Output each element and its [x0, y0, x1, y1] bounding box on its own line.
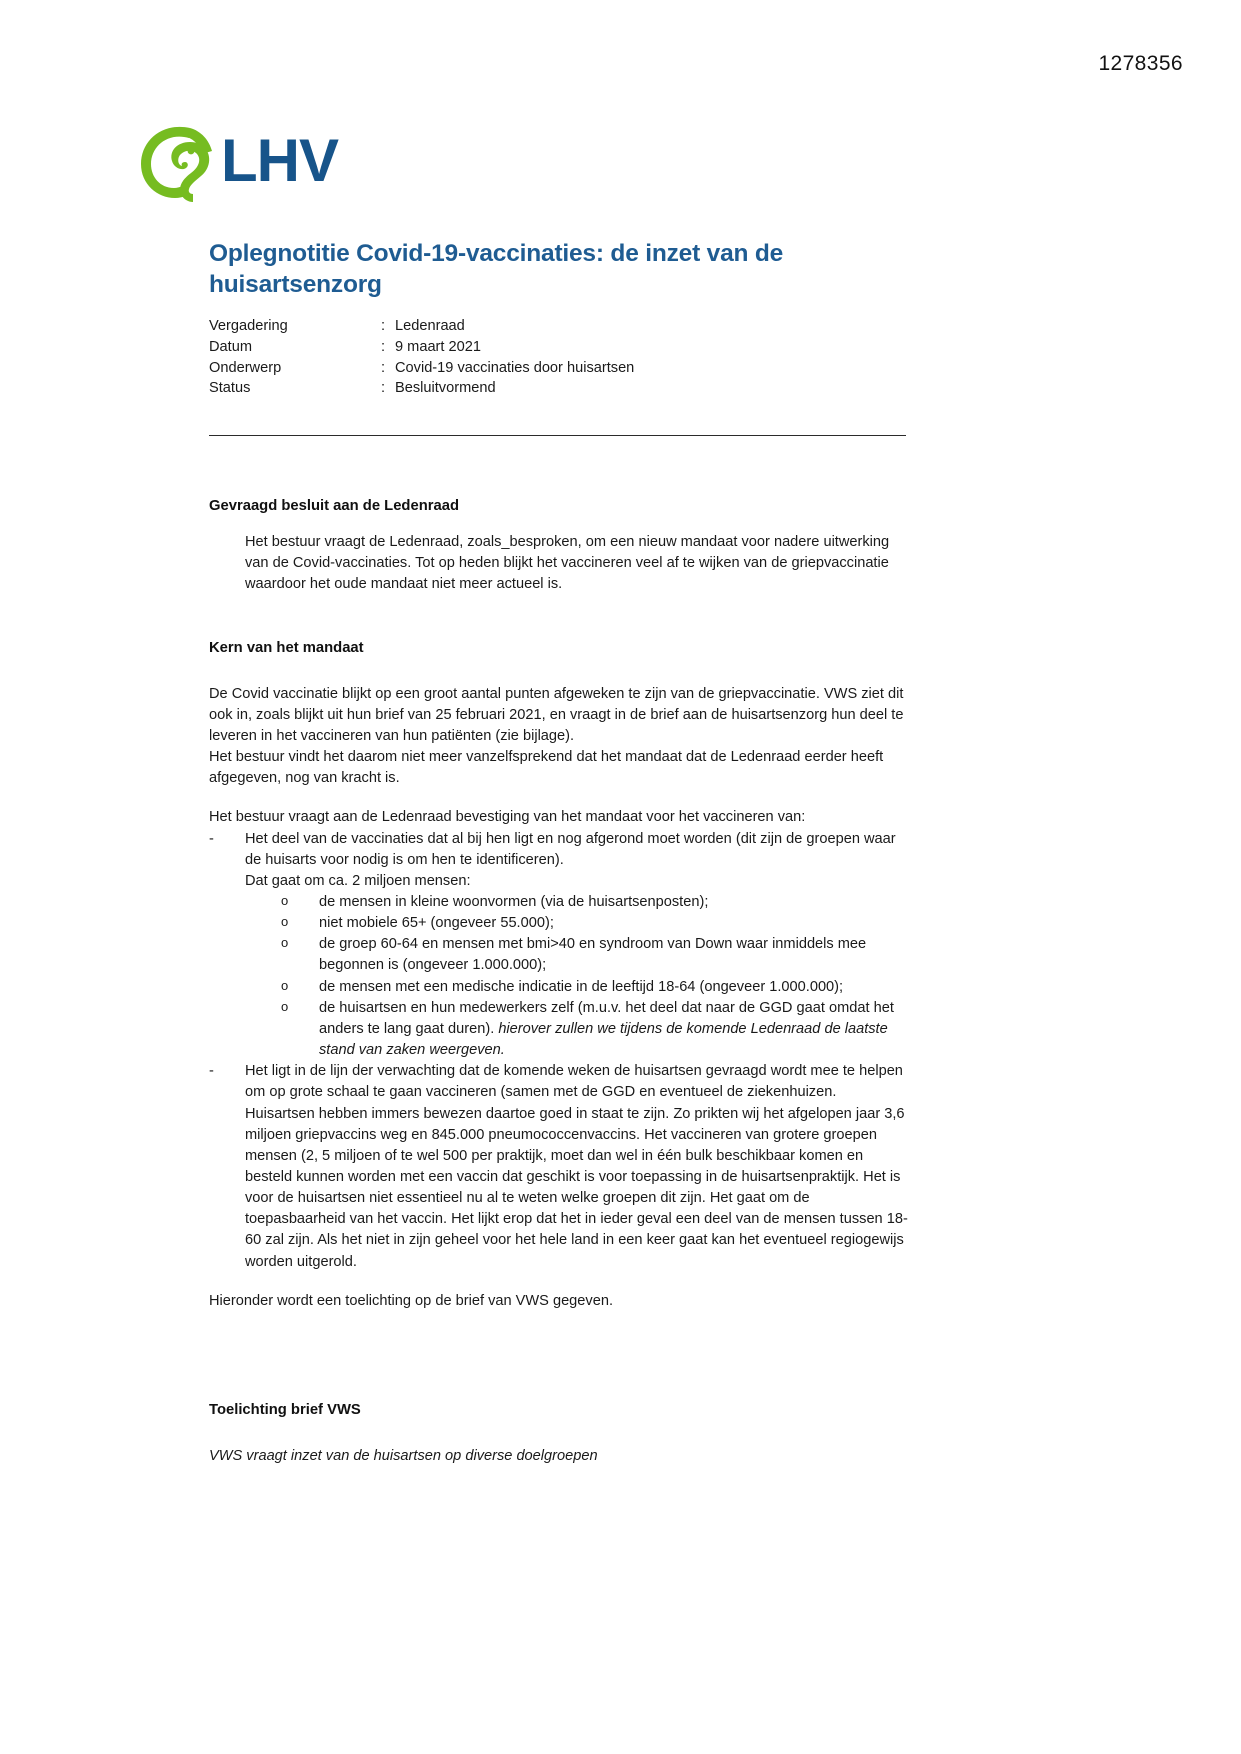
spacer [209, 514, 909, 532]
meta-separator: : [381, 380, 386, 397]
list-item [281, 892, 909, 913]
list-item-text-italic: hierover zullen we tijdens de komende Ledenraad de laatste stand van zaken weergeven. [319, 1020, 888, 1059]
lhv-aesculaap-icon [133, 118, 229, 204]
meta-value: Ledenraad [395, 318, 465, 335]
toelichting-subtitle: VWS vraagt inzet van de huisartsen op diverse doelgroepen [209, 1447, 598, 1464]
spacer [209, 436, 909, 498]
circle-bullet-icon: o [281, 998, 289, 1014]
list-item [281, 977, 909, 998]
meta-value: 9 maart 2021 [395, 338, 481, 355]
dash-bullet-icon: - [209, 1063, 214, 1080]
spacer [209, 1312, 909, 1374]
lhv-logo [133, 118, 338, 204]
circle-bullet-icon: o [281, 935, 289, 951]
meta-label: Vergadering [209, 318, 288, 335]
dash-bullet-icon: - [209, 830, 214, 847]
meta-separator: : [381, 359, 386, 376]
meta-separator: : [381, 318, 386, 335]
page-title: Oplegnotitie Covid-19-vaccinaties: de inzet van de huisartsenzorg [209, 240, 784, 299]
list-item-text: Het deel van de vaccinaties dat al bij hen ligt en nog afgerond moet worden (dit zijn de groepen waar de huisarts voor nodig is om hen te identificeren). [245, 830, 896, 868]
meta-row-vergadering [209, 316, 634, 337]
meta-value: Covid-19 vaccinaties door huisartsen [395, 359, 635, 376]
circle-bullet-icon: o [281, 892, 289, 908]
meta-row-onderwerp [209, 358, 634, 379]
list-item [281, 934, 909, 976]
meta-separator: : [381, 338, 386, 355]
kern-paragraph-3: Het bestuur vraagt aan de Ledenraad bevestiging van het mandaat voor het vaccineren van: [209, 809, 806, 826]
meta-label: Onderwerp [209, 359, 282, 376]
list-item-text: de mensen in kleine woonvormen (via de huisartsenposten); [319, 893, 709, 910]
list-item-text: de mensen met een medische indicatie in de leeftijd 18-64 (ongeveer 1.000.000); [319, 978, 844, 995]
meta-row-datum [209, 337, 634, 358]
circle-bullet-icon: o [281, 914, 289, 930]
document-meta-table [209, 316, 634, 399]
document-content [209, 238, 909, 1467]
mandate-sub-bullet-list [281, 892, 909, 1061]
section-heading-kern-van-het-mandaat: Kern van het mandaat [209, 639, 364, 656]
circle-bullet-icon: o [281, 977, 289, 993]
section-heading-toelichting-brief-vws: Toelichting brief VWS [209, 1401, 361, 1418]
spacer [209, 656, 909, 684]
spacer [209, 1418, 909, 1446]
spacer [209, 1273, 909, 1291]
spacer [209, 789, 909, 807]
list-item [281, 913, 909, 934]
kern-closing-paragraph: Hieronder wordt een toelichting op de brief van VWS gegeven. [209, 1292, 614, 1309]
list-item-text: de groep 60-64 en mensen met bmi>40 en syndroom van Down waar inmiddels mee begonnen is (ongeveer 1.000.000); [319, 936, 867, 974]
list-item-text: de huisartsen en hun medewerkers zelf (m.u.v. het deel dat naar de GGD gaat omdat het anders te lang gaat duren). [319, 999, 894, 1037]
meta-label: Datum [209, 338, 252, 355]
list-item-text: niet mobiele 65+ (ongeveer 55.000); [319, 915, 554, 932]
spacer [209, 1374, 909, 1402]
meta-row-status [209, 378, 634, 399]
mandate-bullet-list [209, 829, 909, 1273]
list-item [281, 998, 909, 1061]
kern-paragraph-1: De Covid vaccinatie blijkt op een groot aantal punten afgeweken te zijn van de griepvaccinatie. VWS ziet dit ook in, zoals blijkt uit hun brief van 25 februari 2021, en vraagt in de brief aan de huisartsenzorg hun deel te leveren in het vaccineren van hun patiënten (zie bijlage). [209, 685, 904, 744]
list-item [209, 1061, 909, 1273]
scan-id-number: 1278356 [1098, 52, 1183, 75]
lhv-wordmark: LHV [221, 127, 338, 194]
kern-paragraph-2: Het bestuur vindt het daarom niet meer vanzelfsprekend dat het mandaat dat de Ledenraad eerder heeft afgegeven, nog van kracht is. [209, 749, 884, 787]
section-heading-gevraagd-besluit: Gevraagd besluit aan de Ledenraad [209, 498, 459, 515]
list-item [209, 829, 909, 1062]
spacer [209, 596, 909, 640]
meta-value: Besluitvormend [395, 380, 496, 397]
gevraagd-besluit-paragraph: Het bestuur vraagt de Ledenraad, zoals_besproken, om een nieuw mandaat voor nadere uitwerking van de Covid-vaccinaties. Tot op heden blijkt het vaccineren veel af te wijken van de griepvaccinatie waardoor het oude mandaat niet meer actueel is. [245, 534, 890, 593]
list-item-text-secondary: Dat gaat om ca. 2 miljoen mensen: [245, 872, 471, 889]
meta-label: Status [209, 380, 251, 397]
list-item-text: Het ligt in de lijn der verwachting dat de komende weken de huisartsen gevraagd wordt mee te helpen om op grote schaal te gaan vaccineren (samen met de GGD en eventueel de ziekenhuizen. Huisartsen hebben immers bewezen daartoe goed in staat te zijn. Zo prikten wij het afgelopen jaar 3,6 miljoen griepvaccins weg en 845.000 pneumococcenvaccins. Het vaccineren van grotere groepen mensen (2, 5 miljoen of te wel 500 per praktijk, moet dan wel in één bulk beschikbaar komen en besteld kunnen worden met een vaccin dat geschikt is voor toepassing in de huisartsenpraktijk. Het is voor de huisartsen niet essentieel nu al te weten welke groepen dit zijn. Het gaat om de toepasbaarheid van het vaccin. Het lijkt erop dat het in ieder geval een deel van de mensen tussen 18-60 zal zijn. Als het niet in zijn geheel voor het hele land in een keer gaat kan het eventueel regiogewijs worden uitgerold. [245, 1063, 908, 1270]
